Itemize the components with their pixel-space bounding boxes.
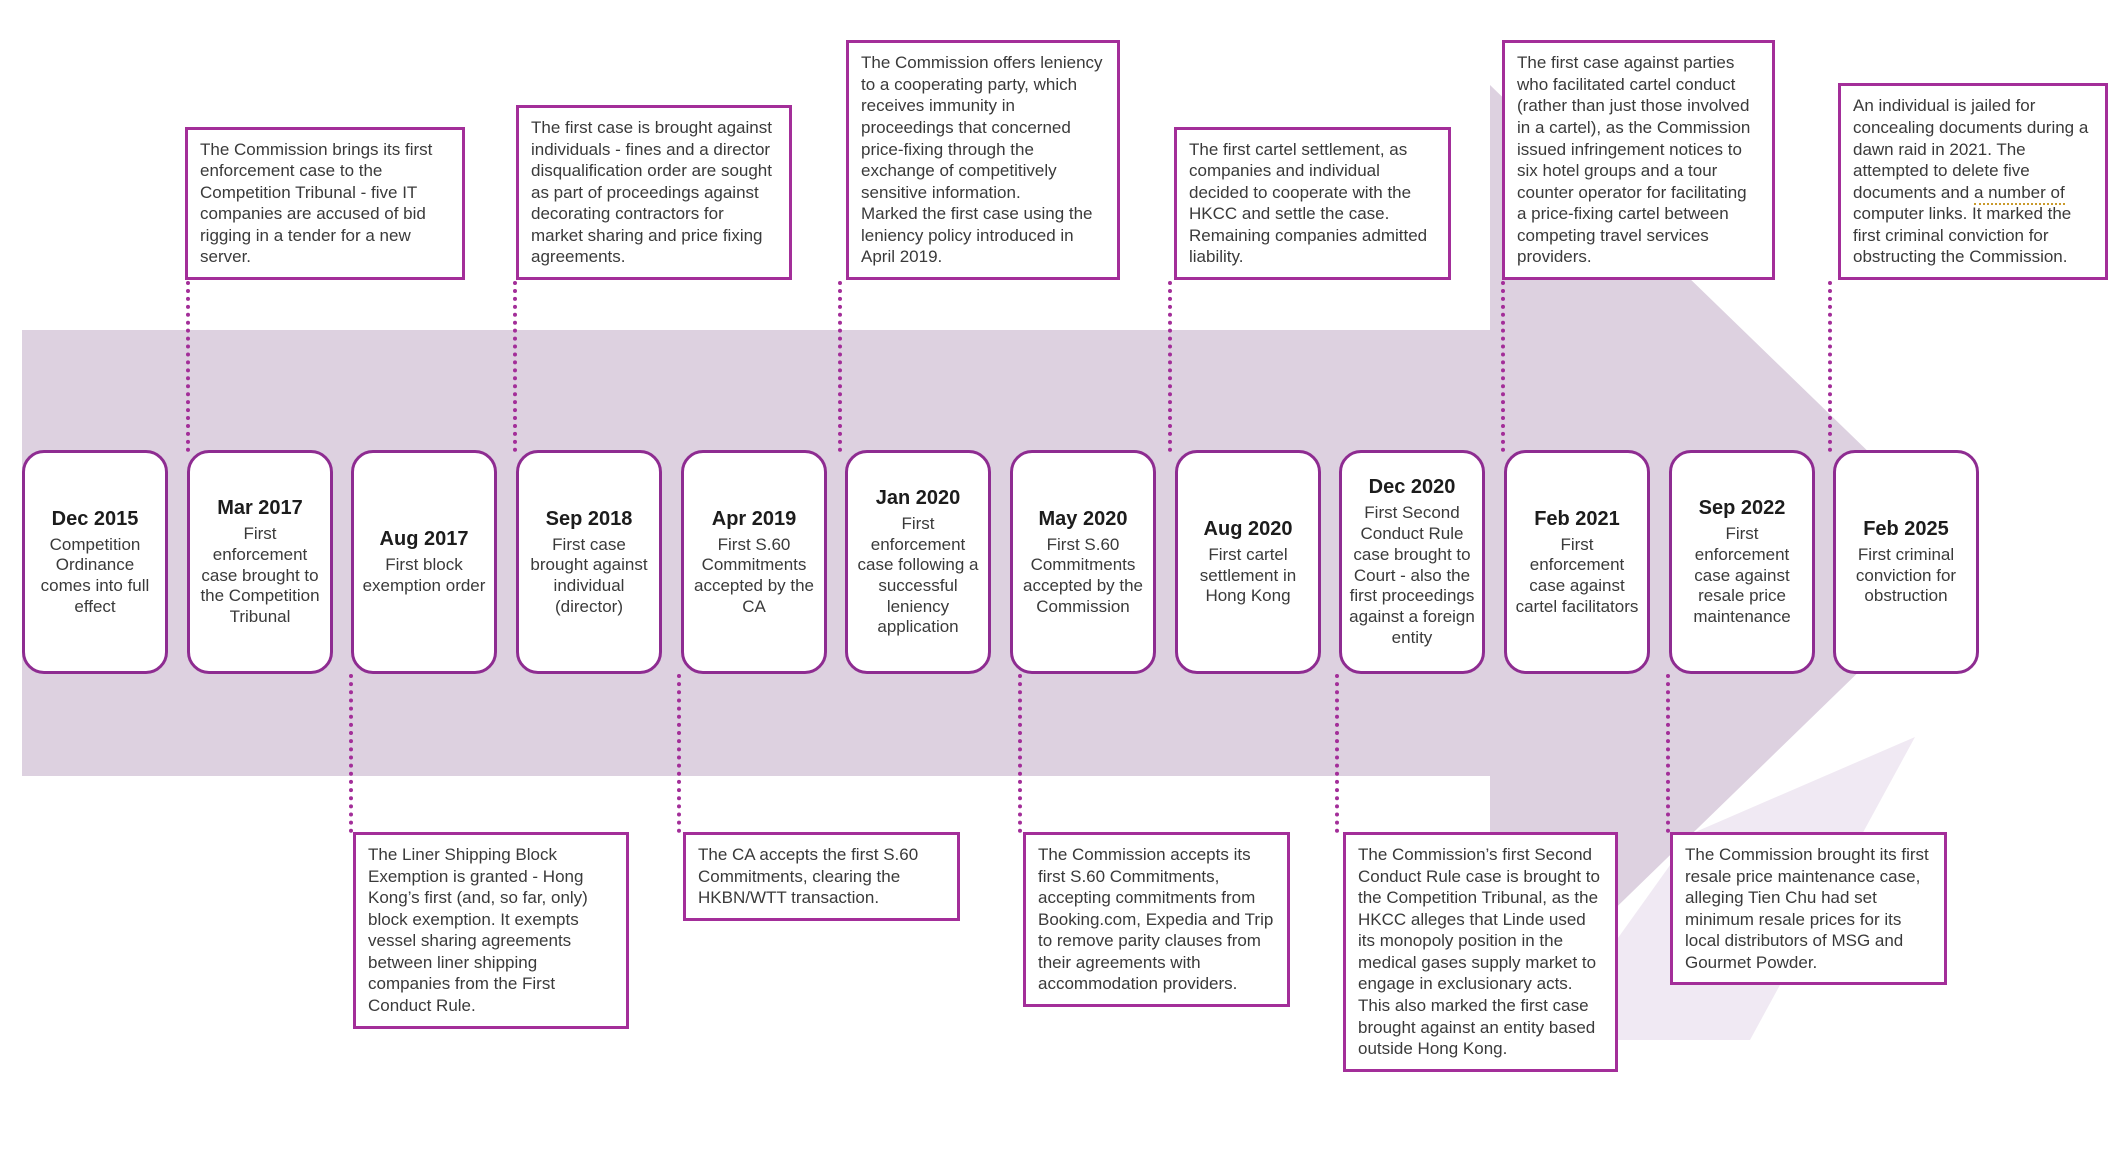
connector-dec-2020 bbox=[1335, 674, 1339, 833]
milestone-date: Aug 2017 bbox=[379, 528, 469, 551]
milestone-label: First enforcement case brought to the Competition Tribunal bbox=[200, 524, 320, 627]
connector-aug-2017 bbox=[349, 674, 353, 833]
callout-booking-parity: The Commission accepts its first S.60 Commitments, accepting commitments from Booking.com, Expedia and Trip to remove parity clauses from their agreements with accommodation providers. bbox=[1023, 832, 1290, 1007]
milestone-may-2020 bbox=[1010, 450, 1156, 674]
milestone-label: First enforcement case against cartel facilitators bbox=[1515, 534, 1639, 616]
connector-may-2020 bbox=[1018, 674, 1022, 833]
callout-tien-chu-rpm: The Commission brought its first resale price maintenance case, alleging Tien Chu had set minimum resale prices for its local distributors of MSG and Gourmet Powder. bbox=[1670, 832, 1947, 985]
milestone-date: Sep 2022 bbox=[1698, 497, 1786, 520]
milestone-aug-2020 bbox=[1175, 450, 1321, 674]
milestone-sep-2022 bbox=[1669, 450, 1815, 674]
obstruction-text-after: computer links. It marked the first criminal conviction for obstructing the Commission. bbox=[1853, 204, 2072, 267]
milestone-label: First enforcement case following a successful leniency application bbox=[857, 513, 979, 637]
obstruction-text-before: An individual is jailed for concealing documents during a dawn raid in 2021. The attempted to delete five documents and bbox=[1853, 96, 2089, 202]
connector-feb-2021 bbox=[1501, 281, 1505, 452]
milestone-date: Feb 2025 bbox=[1863, 517, 1949, 540]
milestone-date: Feb 2021 bbox=[1534, 507, 1620, 530]
milestone-label: First cartel settlement in Hong Kong bbox=[1199, 544, 1297, 606]
callout-obstruction bbox=[1838, 83, 2108, 280]
milestone-date: Apr 2019 bbox=[711, 507, 797, 530]
milestone-aug-2017 bbox=[351, 450, 497, 674]
milestone-jan-2020 bbox=[845, 450, 991, 674]
milestone-date: Jan 2020 bbox=[875, 486, 961, 509]
milestone-dec-2015 bbox=[22, 450, 168, 674]
milestone-label: First criminal conviction for obstruction bbox=[1855, 544, 1957, 606]
callout-liner-shipping: The Liner Shipping Block Exemption is granted - Hong Kong’s first (and, so far, only) block exemption. It exempts vessel sharing agreements between liner shipping companies from the First Conduct Rule. bbox=[353, 832, 629, 1029]
callout-first-enforcement-case: The Commission brings its first enforcement case to the Competition Tribunal - five IT companies are accused of bid rigging in a tender for a new server. bbox=[185, 127, 465, 280]
milestone-label: Competition Ordinance comes into full effect bbox=[40, 534, 150, 616]
milestone-label: First S.60 Commitments accepted by the Commission bbox=[1022, 534, 1144, 616]
milestone-mar-2017 bbox=[187, 450, 333, 674]
milestone-label: First case brought against individual (director) bbox=[530, 534, 648, 616]
connector-sep-2022 bbox=[1666, 674, 1670, 833]
connector-jan-2020 bbox=[838, 281, 842, 452]
connector-feb-2025 bbox=[1828, 281, 1832, 452]
connector-sep-2018 bbox=[513, 281, 517, 452]
milestone-date: Sep 2018 bbox=[545, 507, 633, 530]
callout-cartel-facilitators: The first case against parties who facilitated cartel conduct (rather than just those involved in a cartel), as the Commission issued infringement notices to six hotel groups and a tour counter operator for facilitating a price-fixing cartel between competing travel services providers. bbox=[1502, 40, 1775, 280]
milestone-date: Aug 2020 bbox=[1203, 517, 1293, 540]
connector-apr-2019 bbox=[677, 674, 681, 833]
milestone-date: Mar 2017 bbox=[217, 497, 303, 520]
connector-mar-2017 bbox=[186, 281, 190, 452]
callout-hkbn-wtt: The CA accepts the first S.60 Commitments, clearing the HKBN/WTT transaction. bbox=[683, 832, 960, 921]
milestone-date: Dec 2020 bbox=[1368, 476, 1456, 499]
milestone-label: First Second Conduct Rule case brought to Court - also the first proceedings against a foreign entity bbox=[1349, 503, 1475, 647]
milestone-sep-2018 bbox=[516, 450, 662, 674]
milestone-label: First enforcement case against resale price maintenance bbox=[1693, 524, 1791, 627]
milestone-label: First block exemption order bbox=[362, 555, 486, 595]
callout-leniency: The Commission offers leniency to a cooperating party, which receives immunity in proceedings that concerned price-fixing through the exchange of competitively sensitive information. Marked the first case using the leniency policy introduced in April 2019. bbox=[846, 40, 1120, 280]
callout-linde-second-conduct: The Commission’s first Second Conduct Rule case is brought to the Competition Tribunal, as the HKCC alleges that Linde used its monopoly position in the medical gases supply market to engage in exclusionary acts. This also marked the first case brought against an entity based outside Hong Kong. bbox=[1343, 832, 1618, 1072]
connector-aug-2020 bbox=[1168, 281, 1172, 452]
callout-first-case-individuals: The first case is brought against individuals - fines and a director disqualification order are sought as part of proceedings against decorating contractors for market sharing and price fixing agreements. bbox=[516, 105, 792, 280]
callout-cartel-settlement: The first cartel settlement, as companies and individual decided to cooperate with the HKCC and settle the case. Remaining companies admitted liability. bbox=[1174, 127, 1451, 280]
milestone-date: May 2020 bbox=[1038, 507, 1128, 530]
obstruction-spellcheck-underline: a number of bbox=[1974, 183, 2065, 205]
milestone-dec-2020 bbox=[1339, 450, 1485, 674]
milestone-feb-2025 bbox=[1833, 450, 1979, 674]
milestone-apr-2019 bbox=[681, 450, 827, 674]
milestone-date: Dec 2015 bbox=[51, 507, 139, 530]
milestone-feb-2021 bbox=[1504, 450, 1650, 674]
milestone-label: First S.60 Commitments accepted by the CA bbox=[693, 534, 815, 616]
